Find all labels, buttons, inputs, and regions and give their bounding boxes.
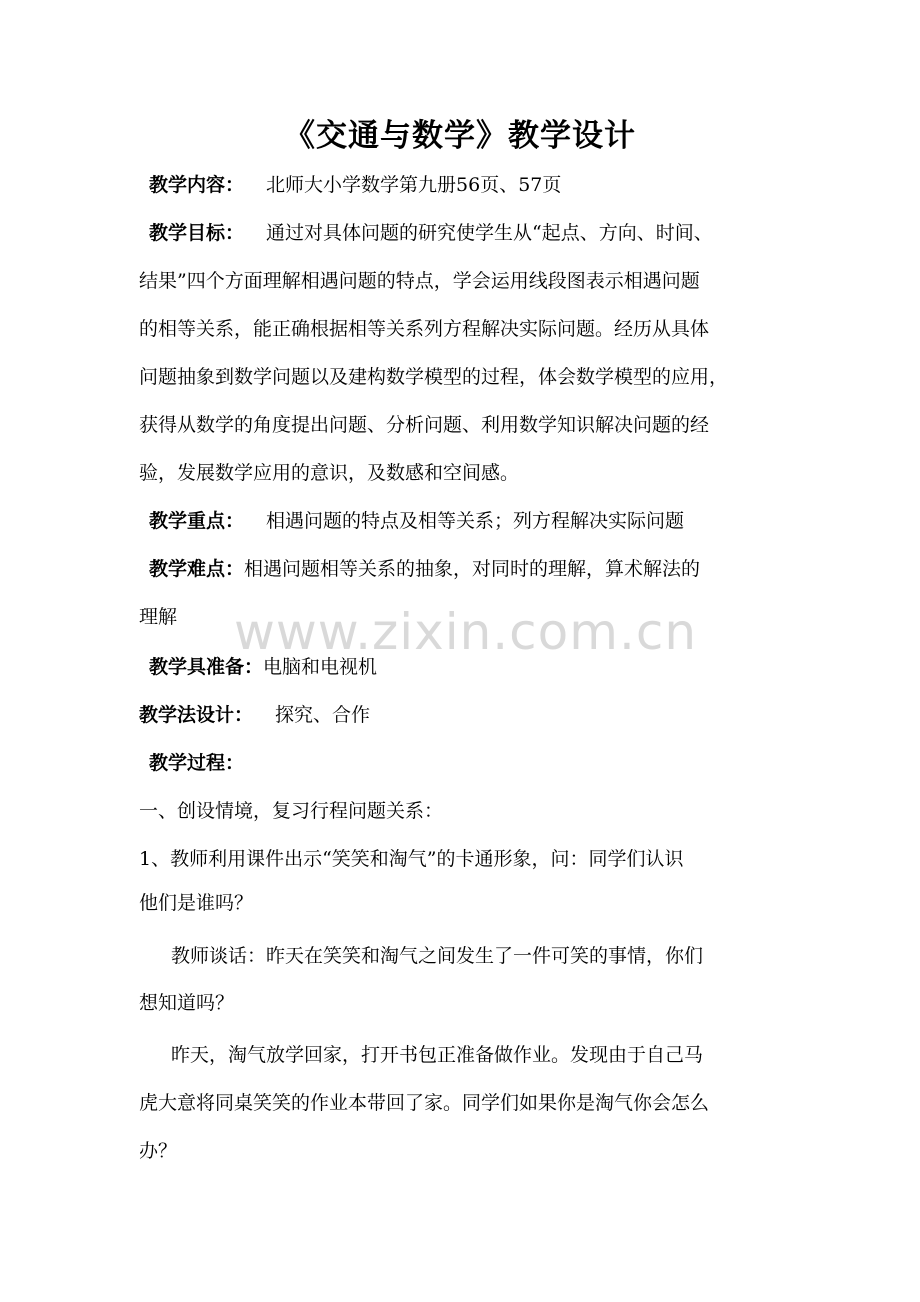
equipment-label: 教学具准备：	[149, 656, 264, 678]
teaching-objective-line-6: 验，发展数学应用的意识，及数感和空间感。	[139, 462, 520, 484]
teaching-objective-label: 教学目标：	[149, 222, 245, 244]
story-line-2: 虎大意将同桌笑笑的作业本带回了家。同学们如果你是淘气你会怎么	[139, 1092, 710, 1114]
method-label: 教学法设计：	[139, 704, 254, 726]
equipment-text: 电脑和电视机	[263, 656, 378, 678]
method-text: 探究、合作	[275, 704, 371, 726]
document-title: 《交通与数学》教学设计	[284, 118, 636, 154]
section-1-item-1-line-1: 1、教师利用课件出示“笑笑和淘气”的卡通形象，问：同学们认识	[139, 848, 684, 870]
process-line	[149, 739, 809, 787]
teacher-talk-line-1: 教师谈话：昨天在笑笑和淘气之间发生了一件可笑的事情，你们	[171, 945, 704, 967]
story-line-1: 昨天，淘气放学回家，打开书包正准备做作业。发现由于自己马	[171, 1044, 704, 1066]
section-1-item-1-line-2: 他们是谁吗？	[139, 892, 254, 914]
teaching-objective-line-5: 获得从数学的角度提出问题、分析问题、利用数学知识解决问题的经	[139, 414, 710, 436]
teaching-objective-line-2: 结果”四个方面理解相遇问题的特点，学会运用线段图表示相遇问题	[139, 270, 700, 292]
difficulties-line-1	[149, 545, 809, 593]
difficulties-label: 教学难点：	[149, 558, 245, 580]
teaching-content-label: 教学内容：	[149, 174, 245, 196]
teaching-content-line	[149, 161, 809, 209]
key-points-line	[149, 497, 809, 545]
teaching-objective-line-4: 问题抽象到数学问题以及建构数学模型的过程，体会数学模型的应用，	[139, 366, 729, 388]
difficulties-line-2: 理解	[139, 606, 178, 628]
key-points-text: 相遇问题的特点及相等关系；列方程解决实际问题	[266, 510, 685, 532]
teaching-content-text: 北师大小学数学第九册56页、57页	[266, 174, 562, 196]
equipment-line	[149, 643, 809, 691]
site-watermark: www.zixin.com.cn	[234, 603, 698, 661]
method-line	[139, 691, 799, 739]
teaching-objective-line-3: 的相等关系，能正确根据相等关系列方程解决实际问题。经历从具体	[139, 318, 710, 340]
process-label: 教学过程：	[149, 752, 245, 774]
key-points-label: 教学重点：	[149, 510, 245, 532]
story-line-3: 办？	[139, 1140, 178, 1162]
difficulties-text-1: 相遇问题相等关系的抽象，对同时的理解，算术解法的	[244, 558, 701, 580]
teaching-objective-line-1	[149, 209, 809, 257]
teacher-talk-line-2: 想知道吗？	[139, 992, 235, 1014]
teaching-objective-text-1: 通过对具体问题的研究使学生从“起点、方向、时间、	[266, 222, 713, 244]
section-1-heading: 一、创设情境，复习行程问题关系：	[139, 800, 444, 822]
